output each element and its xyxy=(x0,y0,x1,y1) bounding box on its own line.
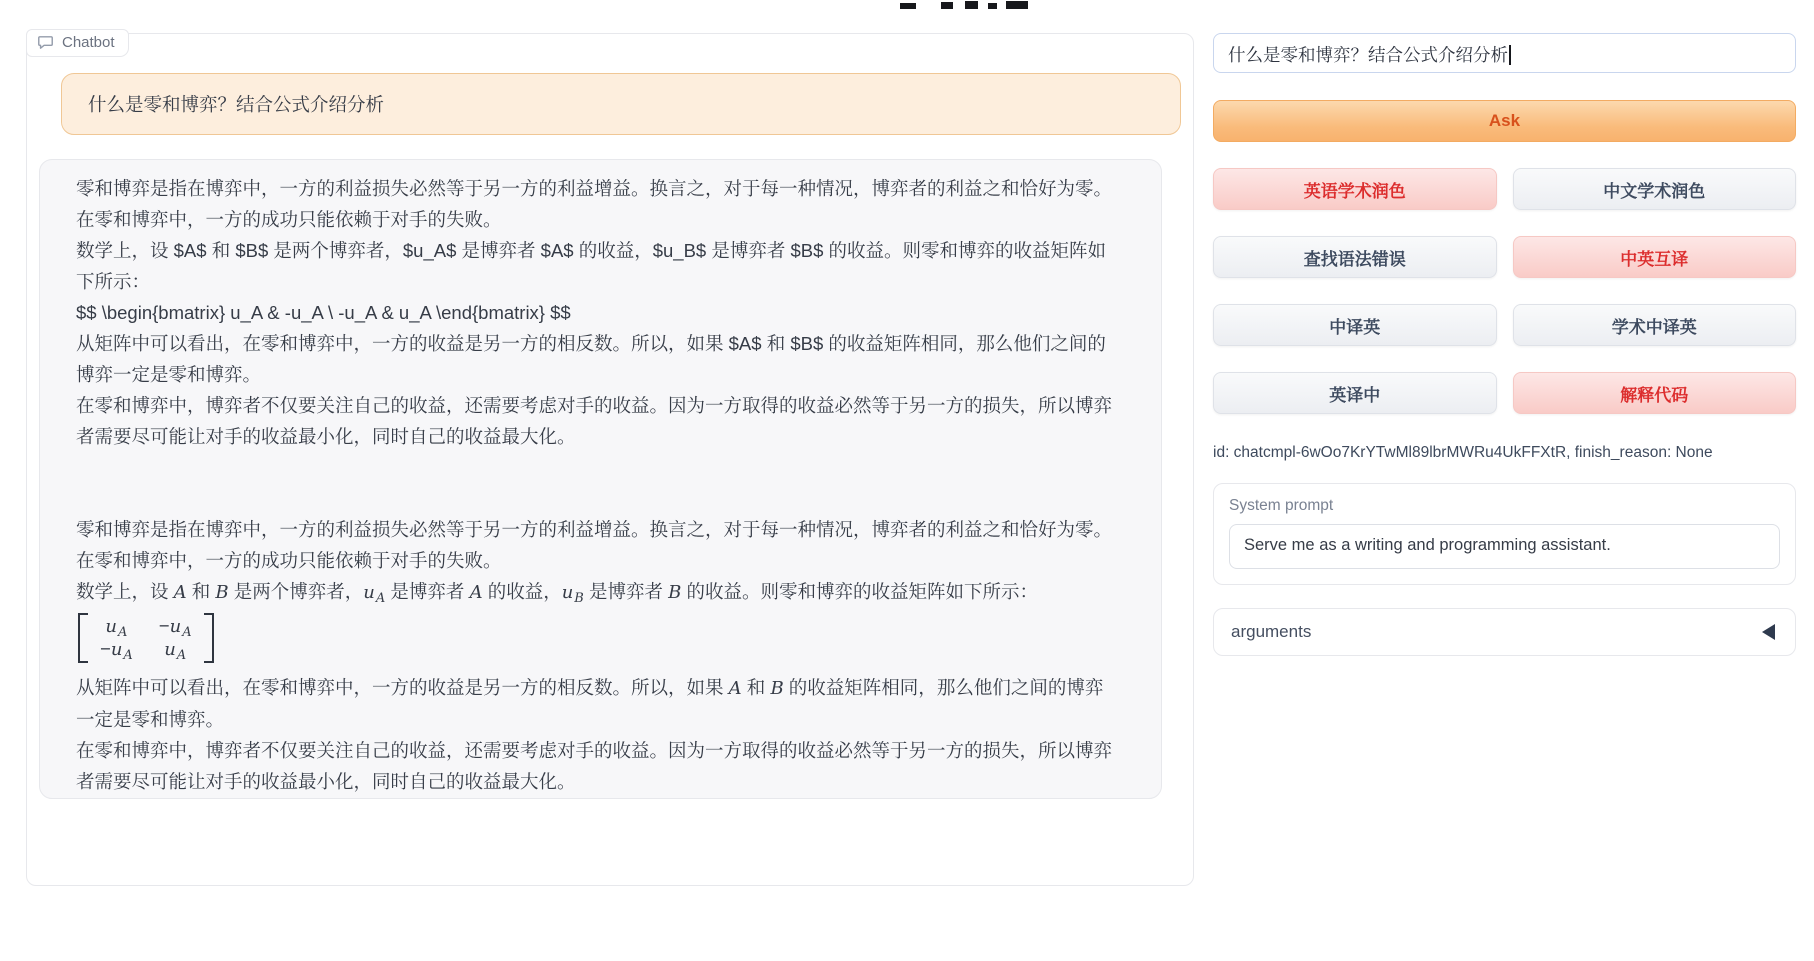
text-cursor xyxy=(1509,45,1511,65)
prompt-button-zh-to-en[interactable]: 中译英 xyxy=(1213,304,1497,346)
bot-paragraph: 零和博弈是指在博弈中，一方的利益损失必然等于另一方的利益增益。换言之，对于每一种情况，博弈者的利益之和恰好为零。在零和博弈中，一方的成功只能依赖于对手的失败。 xyxy=(76,178,1113,230)
accordion-collapsed-arrow-icon xyxy=(1762,624,1775,640)
matrix-cell: $-u_A$ xyxy=(158,615,192,640)
bot-paragraph: 在零和博弈中，博弈者不仅要关注自己的收益，还需要考虑对手的收益。因为一方取得的收益必然等于另一方的损失，所以博弈者需要尽可能让对手的收益最小化，同时自己的收益最大化。 xyxy=(76,740,1113,792)
chatbot-label-text: Chatbot xyxy=(62,34,115,51)
bot-paragraph: 从矩阵中可以看出，在零和博弈中，一方的收益是另一方的相反数。所以，如果 $A$ 和 $B$ 的收益矩阵相同，那么他们之间的博弈一定是零和博弈。 xyxy=(76,333,1106,385)
system-prompt-input[interactable] xyxy=(1229,524,1780,569)
bot-paragraph: $$ \begin{bmatrix} u_A & -u_A \ -u_A & u_A \end{bmatrix} $$ xyxy=(76,302,571,323)
ask-button[interactable]: Ask xyxy=(1213,100,1796,142)
user-message-text: 什么是零和博弈？结合公式介绍分析 xyxy=(88,94,385,115)
bot-message-bubble xyxy=(39,159,1162,799)
bot-paragraph: 从矩阵中可以看出，在零和博弈中，一方的收益是另一方的相反数。所以，如果 A 和 B 的收益矩阵相同，那么他们之间的博弈一定是零和博弈。 xyxy=(76,677,1104,730)
controls-column xyxy=(1213,33,1796,656)
prompt-button-english-academic-polish[interactable]: 英语学术润色 xyxy=(1213,168,1497,210)
matrix-cell: $u_A$ xyxy=(164,639,187,663)
system-prompt-value: Serve me as a writing and programming assistant. xyxy=(1244,536,1611,554)
bot-paragraph: 数学上，设 $A$ 和 $B$ 是两个博弈者，$u_A$ 是博弈者 $A$ 的收益，$u_B$ 是博弈者 $B$ 的收益。则零和博弈的收益矩阵如下所示： xyxy=(76,240,1107,292)
arguments-accordion-label: arguments xyxy=(1231,622,1312,641)
prompt-button-zh-en-mutual-translation[interactable]: 中英互译 xyxy=(1513,236,1797,278)
matrix-cell: $u_A$ xyxy=(105,616,128,640)
question-input[interactable] xyxy=(1213,33,1796,73)
arguments-accordion[interactable] xyxy=(1213,608,1796,656)
chatbot-label xyxy=(26,29,129,57)
prompt-button-chinese-academic-polish[interactable]: 中文学术润色 xyxy=(1513,168,1797,210)
system-prompt-group xyxy=(1213,483,1796,585)
clipped-page-title xyxy=(896,0,1116,10)
question-input-value: 什么是零和博弈？结合公式介绍分析 xyxy=(1228,45,1508,65)
bot-paragraph: 在零和博弈中，博弈者不仅要关注自己的收益，还需要考虑对手的收益。因为一方取得的收益必然等于另一方的损失，所以博弈者需要尽可能让对手的收益最小化，同时自己的收益最大化。 xyxy=(76,395,1113,447)
bot-paragraph: 零和博弈是指在博弈中，一方的利益损失必然等于另一方的利益增益。换言之，对于每一种情况，博弈者的利益之和恰好为零。在零和博弈中，一方的成功只能依赖于对手的失败。 xyxy=(76,519,1113,571)
paragraph-gap xyxy=(76,452,1119,514)
payoff-matrix xyxy=(76,608,1119,672)
user-message-bubble xyxy=(61,73,1181,135)
prompt-button-academic-zh-to-en[interactable]: 学术中译英 xyxy=(1513,304,1797,346)
matrix-cell: $-u_A$ xyxy=(100,638,133,663)
chat-bubble-icon xyxy=(37,34,54,51)
bot-paragraph: 数学上，设 A 和 B 是两个博弈者，$u_A$ 是博弈者 A 的收益，$u_B$ 是博弈者 B 的收益。则零和博弈的收益矩阵如下所示： xyxy=(76,581,1039,606)
prompt-button-find-grammar-errors[interactable]: 查找语法错误 xyxy=(1213,236,1497,278)
prompt-button-explain-code[interactable]: 解释代码 xyxy=(1513,372,1797,414)
prompt-button-grid xyxy=(1213,168,1796,414)
system-prompt-label: System prompt xyxy=(1229,497,1334,514)
chatbot-panel xyxy=(26,33,1194,886)
status-line: id: chatcmpl-6wOo7KrYTwMl89lbrMWRu4UkFFXtR, finish_reason: None xyxy=(1213,444,1713,461)
prompt-button-en-to-zh[interactable]: 英译中 xyxy=(1213,372,1497,414)
